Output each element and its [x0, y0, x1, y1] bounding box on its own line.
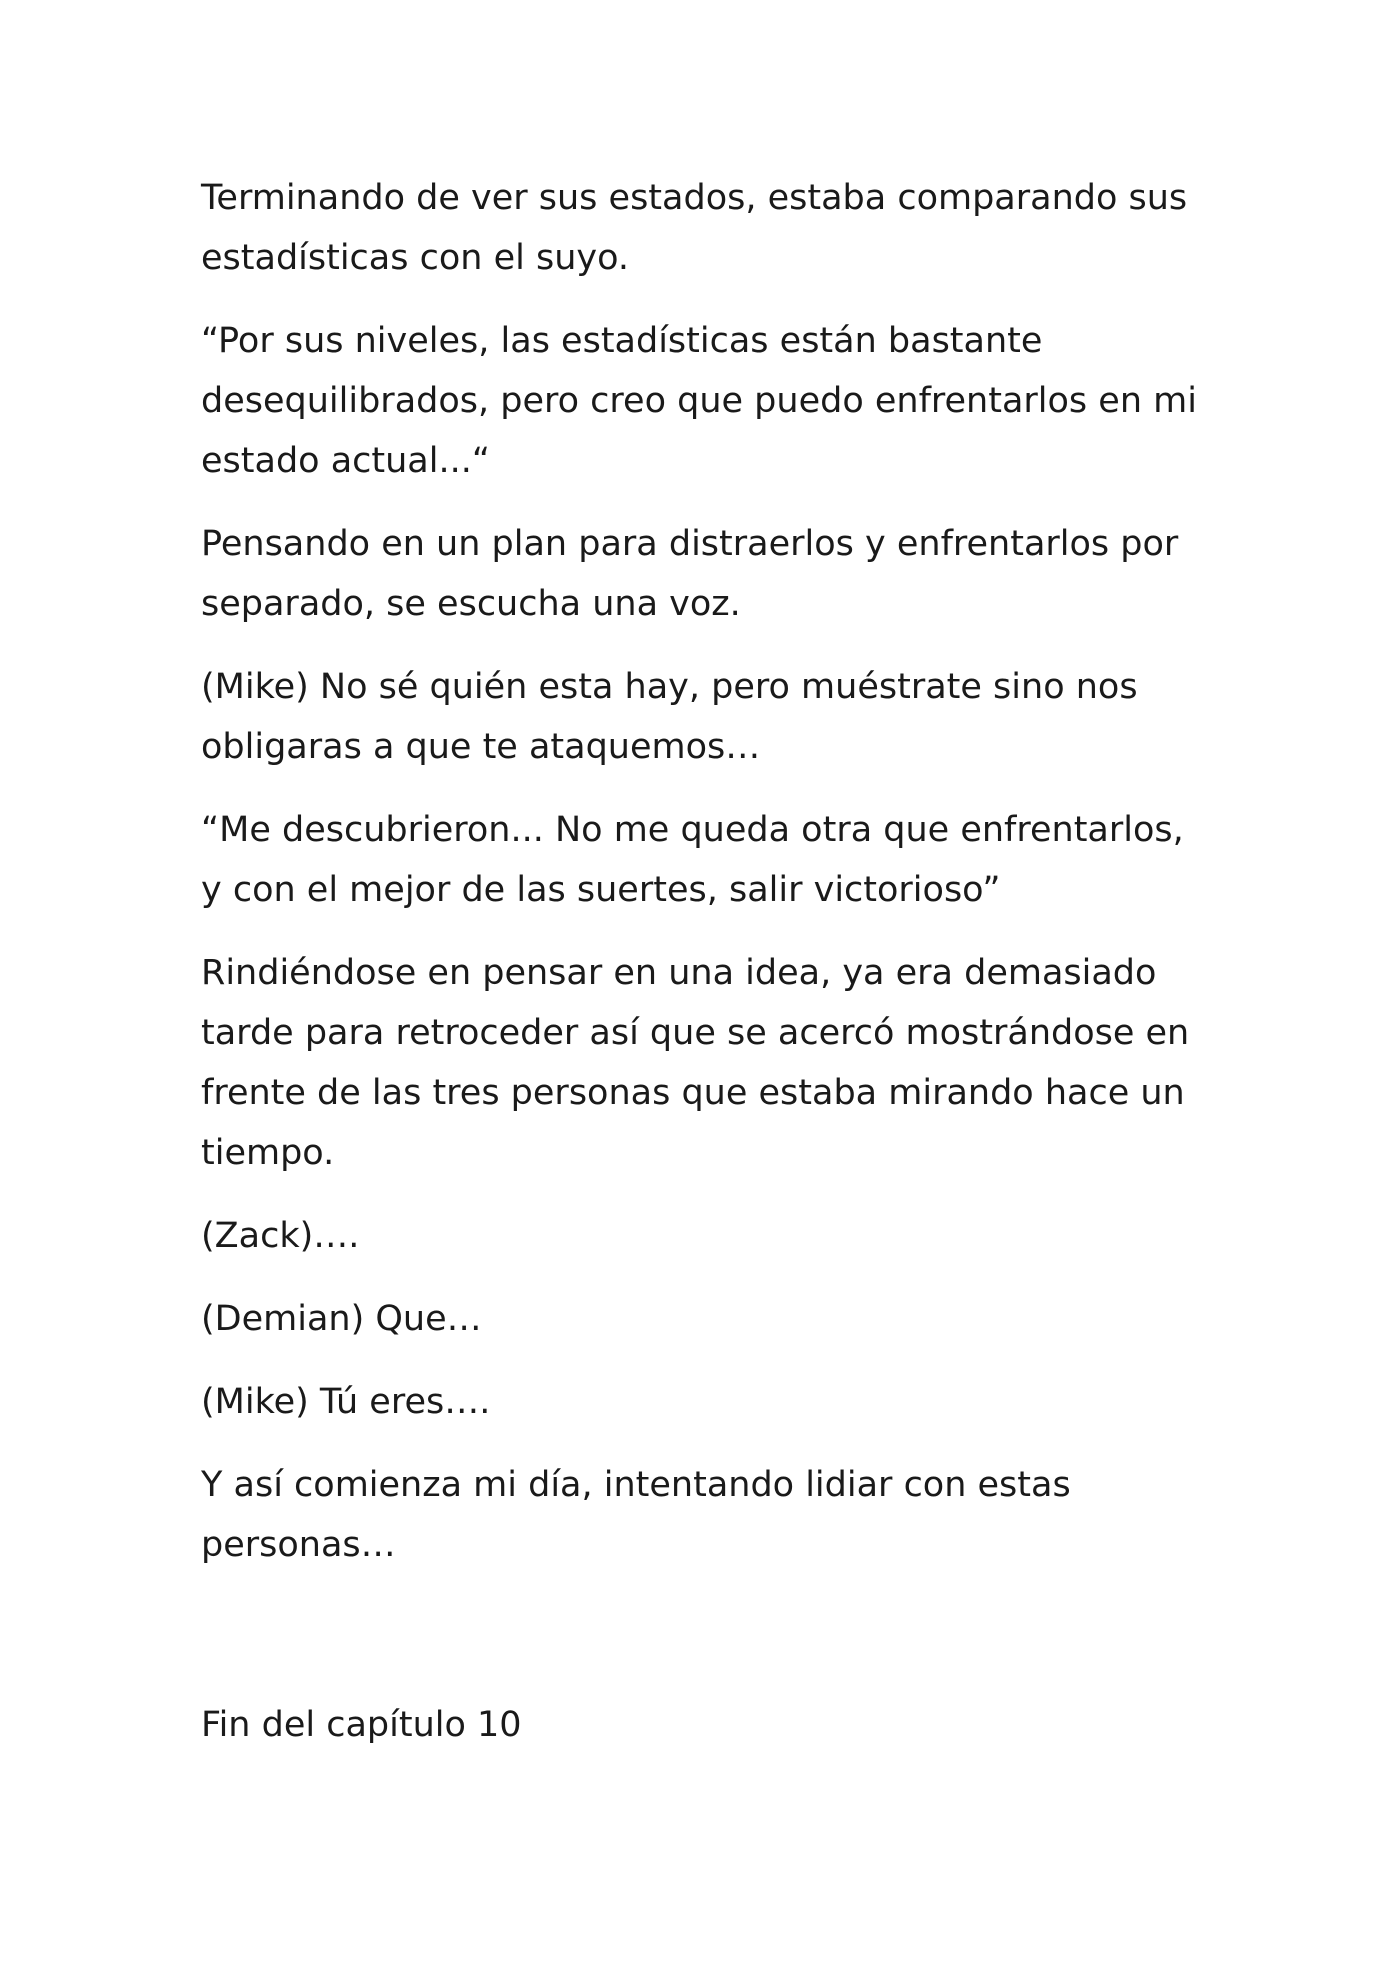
paragraph-9: (Mike) Tú eres….	[201, 1382, 491, 1422]
paragraph-3: Pensando en un plan para distraerlos y enfrentarlos por separado, se escucha una voz.	[201, 524, 1179, 624]
chapter-end-line: Fin del capítulo 10	[201, 1705, 522, 1745]
paragraph-10: Y así comienza mi día, intentando lidiar con estas personas…	[201, 1465, 1071, 1565]
paragraph-5: “Me descubrieron... No me queda otra que enfrentarlos, y con el mejor de las suertes, salir victorioso”	[201, 810, 1184, 910]
paragraph-2: “Por sus niveles, las estadísticas están bastante desequilibrados, pero creo que puedo enfrentarlos en mi estado actual...“	[201, 321, 1197, 481]
paragraph-7: (Zack)….	[201, 1216, 360, 1256]
paragraph-6: Rindiéndose en pensar en una idea, ya era demasiado tarde para retroceder así que se acercó mostrándose en frente de las tres personas que estaba mirando hace un tiempo.	[201, 953, 1190, 1173]
paragraph-1: Terminando de ver sus estados, estaba comparando sus estadísticas con el suyo.	[201, 178, 1188, 278]
paragraph-8: (Demian) Que…	[201, 1299, 482, 1339]
chapter-text	[201, 168, 1201, 1778]
paragraph-4: (Mike) No sé quién esta hay, pero muéstrate sino nos obligaras a que te ataquemos…	[201, 667, 1138, 767]
